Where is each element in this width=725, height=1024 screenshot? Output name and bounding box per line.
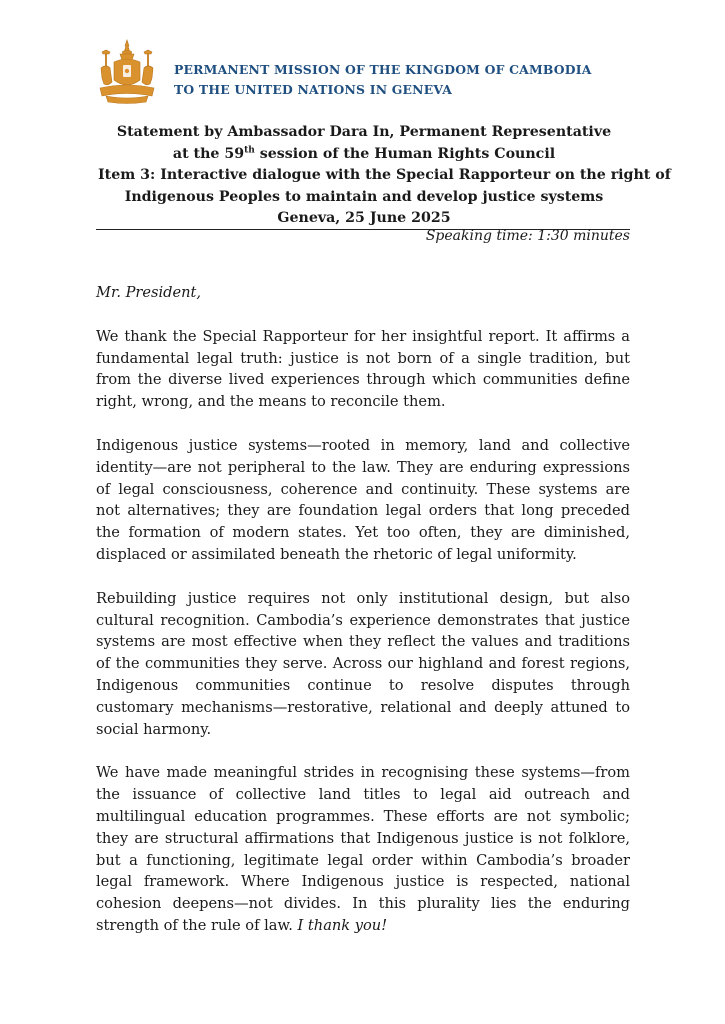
mission-name (174, 60, 592, 100)
mission-line-1: PERMANENT MISSION OF THE KINGDOM OF CAMBODIA (174, 62, 592, 77)
closing-thanks: I thank you! (297, 916, 388, 934)
royal-coat-of-arms-icon (96, 38, 158, 106)
speaking-time: Speaking time: 1:30 minutes (425, 228, 630, 244)
paragraph-3: Rebuilding justice requires not only institutional design, but also cultural recognition. Cambodia’s experience demonstrates that justice systems are most effective when they reflect the values and traditions of the communities they serve. Across our highland and forest regions, Indigenous communities continue to resolve disputes through customary mechanisms—restorative, relational and deeply attuned to social harmony. (96, 589, 630, 738)
paragraph-4 (96, 762, 630, 936)
header-line-2 (98, 144, 630, 166)
header-line-4: Indigenous Peoples to maintain and develop justice systems (124, 188, 604, 205)
header-line-3: Item 3: Interactive dialogue with the Special Rapporteur on the right of (98, 167, 671, 183)
header-line-2-pre: at the 59 (172, 145, 245, 162)
statement-body (96, 282, 630, 959)
paragraph-2: Indigenous justice systems—rooted in memory, land and collective identity—are not peripheral to the law. They are enduring expressions of legal consciousness, coherence and continuity. These systems are not alternatives; they are foundation legal orders that long preceded the formation of modern states. Yet too often, they are diminished, displaced or assimilated beneath the rhetoric of legal uniformity. (96, 436, 630, 563)
paragraph-1: We thank the Special Rapporteur for her insightful report. It affirms a fundamental legal truth: justice is not born of a single tradition, but from the diverse lived experiences through which communities define right, wrong, and the means to reconcile them. (96, 327, 630, 411)
header-line-2-post: session of the Human Rights Council (254, 145, 556, 162)
paragraph-4-text: We have made meaningful strides in recognising these systems—from the issuance of collective land titles to legal aid outreach and multilingual education programmes. These efforts are not symbolic; they are structural affirmations that Indigenous justice is not folklore, but a functioning, legitimate legal order within Cambodia’s broader legal framework. Where Indigenous justice is respected, national cohesion deepens—not divides. In this plurality lies the enduring strength of the rule of law. (96, 764, 630, 934)
mission-line-2: TO THE UNITED NATIONS IN GENEVA (174, 82, 453, 97)
header-line-1: Statement by Ambassador Dara In, Permanent Representative (116, 124, 612, 140)
header-line-5: Geneva, 25 June 2025 (277, 210, 451, 226)
header-line-2-sup: th (244, 144, 255, 155)
statement-header (98, 122, 671, 230)
salutation: Mr. President, (96, 284, 202, 301)
letterhead (96, 38, 636, 108)
